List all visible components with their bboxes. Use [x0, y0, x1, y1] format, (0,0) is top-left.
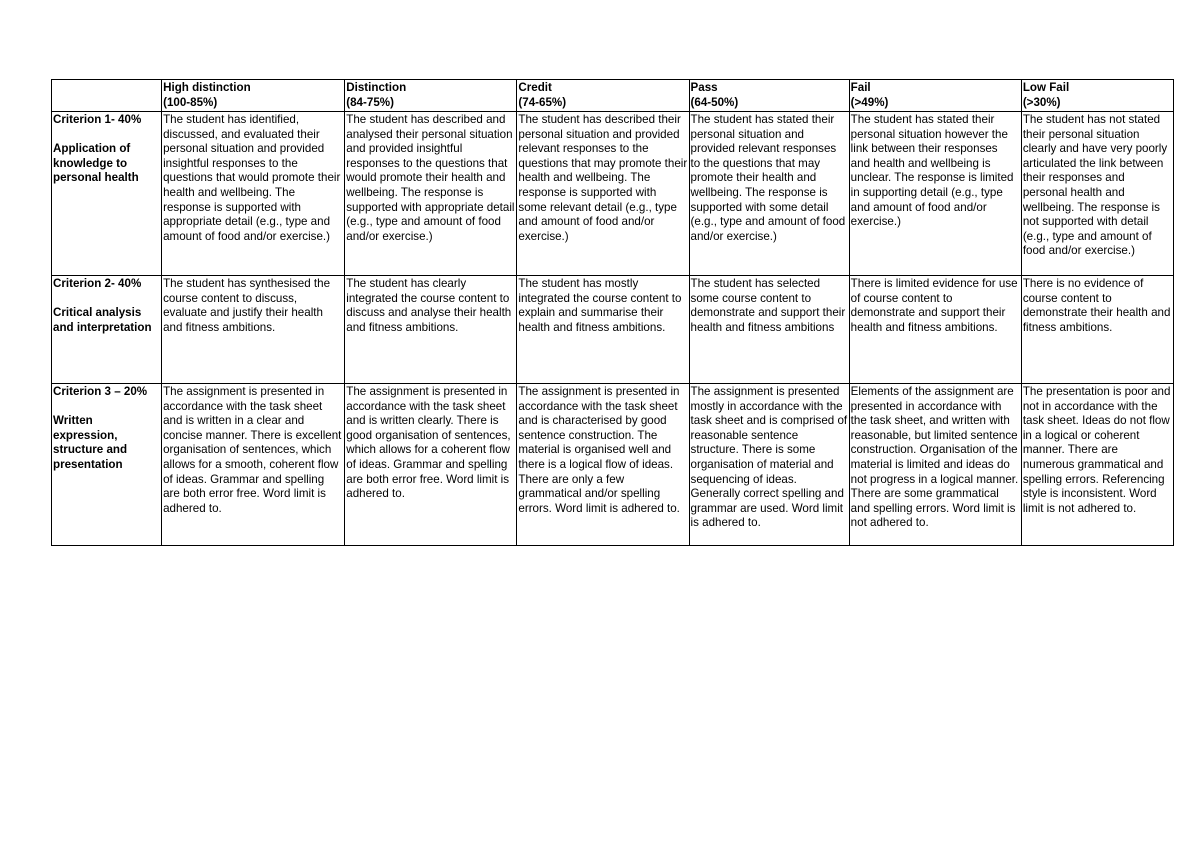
grade-range: (84-75%) — [346, 95, 394, 109]
criterion-title: Criterion 3 – 20% — [53, 385, 148, 398]
descriptor-cell-distinction: The student has described and analysed their personal situation and provided insightful responses to the questions that would promote their health and wellbeing. The response is supported with appropriate detail (e.g., type and amount of food and/or exercise.) — [345, 112, 517, 276]
descriptor-cell-distinction: The student has clearly integrated the course content to discuss and analyse their health and fitness ambitions. — [345, 276, 517, 384]
header-cell-fail — [849, 80, 1021, 112]
header-cell-pass — [689, 80, 849, 112]
descriptor-cell-low-fail: There is no evidence of course content to demonstrate their health and fitness ambitions. — [1021, 276, 1173, 384]
descriptor-cell-pass: The assignment is presented mostly in accordance with the task sheet and is comprised of reasonable sentence structure. There is some organisation of material and sequencing of ideas. Generally correct spelling and grammar are used. Word limit is adhered to. — [689, 384, 849, 546]
criterion-row-2 — [52, 276, 1174, 384]
descriptor-cell-high-distinction: The assignment is presented in accordance with the task sheet and is written in a clear and concise manner. There is excellent organisation of sentences, which allows for a smooth, coherent flow of ideas. Grammar and spelling are both error free. Word limit is adhered to. — [162, 384, 345, 546]
criterion-title: Criterion 2- 40% — [53, 277, 142, 290]
grade-range: (64-50%) — [690, 95, 739, 109]
criterion-row-1 — [52, 112, 1174, 276]
descriptor-cell-pass: The student has selected some course content to demonstrate and support their health and fitness ambitions — [689, 276, 849, 384]
descriptor-cell-low-fail: The presentation is poor and not in accordance with the task sheet. Ideas do not flow in a logical or coherent manner. There are numerous grammatical and spelling errors. Referencing style is inconsistent. Word limit is not adhered to. — [1021, 384, 1173, 546]
descriptor-cell-high-distinction: The student has synthesised the course content to discuss, evaluate and justify their health and fitness ambitions. — [162, 276, 345, 384]
grade-name: Pass — [690, 81, 718, 94]
criterion-title: Criterion 1- 40% — [53, 113, 142, 126]
grade-range: (100-85%) — [163, 95, 218, 109]
descriptor-cell-fail: There is limited evidence for use of course content to demonstrate and support their health and fitness ambitions. — [849, 276, 1021, 384]
descriptor-cell-fail: The student has stated their personal situation however the link between their responses and health and wellbeing is unclear. The response is limited in supporting detail (e.g., type and amount of food and/or exercise.) — [849, 112, 1021, 276]
descriptor-cell-pass: The student has stated their personal situation and provided relevant responses to the questions that may promote their health and wellbeing. The response is supported with some detail (e.g., type and amount of food and/or exercise.) — [689, 112, 849, 276]
grade-range: (74-65%) — [518, 95, 567, 109]
criterion-cell — [52, 384, 162, 546]
marking-rubric-table — [51, 79, 1174, 546]
header-cell-high-distinction — [162, 80, 345, 112]
descriptor-cell-distinction: The assignment is presented in accordance with the task sheet and is written clearly. There is good organisation of sentences, which allows for a coherent flow of ideas. Grammar and spelling are both error free. Word limit is adhered to. — [345, 384, 517, 546]
grade-name: Credit — [518, 81, 552, 94]
descriptor-cell-fail: Elements of the assignment are presented in accordance with the task sheet, and written with reasonable, but limited sentence construction. Organisation of the material is limited and ideas do not progress in a logical manner. There are some grammatical and spelling errors. Word limit is not adhered to. — [849, 384, 1021, 546]
descriptor-cell-low-fail: The student has not stated their personal situation clearly and have very poorly articulated the link between their responses and personal health and wellbeing. The response is not supported with detail (e.g., type and amount of food and/or exercise.) — [1021, 112, 1173, 276]
descriptor-cell-credit: The student has described their personal situation and provided relevant responses to the questions that may promote their health and wellbeing. The response is supported with some relevant detail (e.g., type and amount of food and/or exercise.) — [517, 112, 689, 276]
criterion-cell — [52, 276, 162, 384]
criterion-description: Written expression, structure and presentation — [53, 414, 128, 471]
criterion-row-3 — [52, 384, 1174, 546]
header-cell-distinction — [345, 80, 517, 112]
grade-name: High distinction — [163, 81, 251, 94]
table-header-row — [52, 80, 1174, 112]
grade-name: Distinction — [346, 81, 407, 94]
descriptor-cell-high-distinction: The student has identified, discussed, and evaluated their personal situation and provided insightful responses to the questions that would promote their health and wellbeing. The response is supported with appropriate detail (e.g., type and amount of food and/or exercise.) — [162, 112, 345, 276]
header-cell-credit — [517, 80, 689, 112]
criterion-description: Application of knowledge to personal health — [53, 142, 139, 185]
descriptor-cell-credit: The student has mostly integrated the course content to explain and summarise their health and fitness ambitions. — [517, 276, 689, 384]
criterion-description: Critical analysis and interpretation — [53, 306, 152, 334]
grade-range: (>30%) — [1022, 95, 1061, 109]
descriptor-cell-credit: The assignment is presented in accordance with the task sheet and is characterised by good sentence construction. The material is organised well and there is a logical flow of ideas. There are only a few grammatical and/or spelling errors. Word limit is adhered to. — [517, 384, 689, 546]
header-cell-low-fail — [1021, 80, 1173, 112]
header-corner-cell — [52, 80, 162, 112]
grade-range: (>49%) — [850, 95, 889, 109]
criterion-cell — [52, 112, 162, 276]
grade-name: Fail — [850, 81, 871, 94]
grade-name: Low Fail — [1022, 81, 1070, 94]
